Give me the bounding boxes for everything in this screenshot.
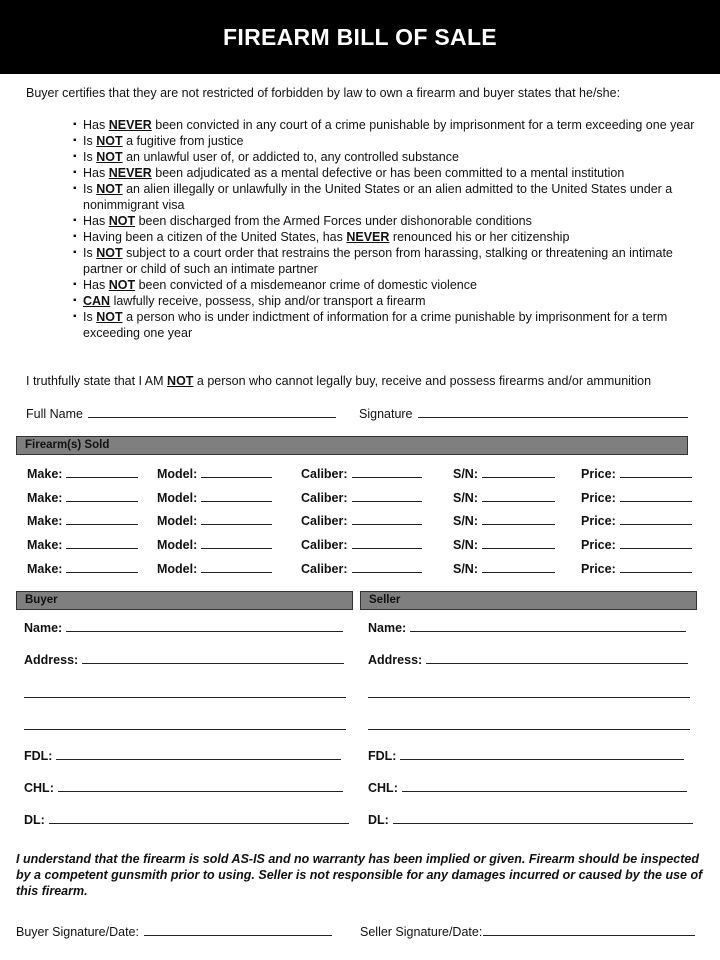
certification-item: ▪ Is NOT subject to a court order that restrains the person from harassing, stalking or threatening an intimate partner or child of such an intimate partner [74, 245, 704, 277]
firearm-price-line[interactable] [620, 537, 692, 549]
firearm-sn-line[interactable] [482, 466, 555, 478]
full-name-label: Full Name [26, 407, 83, 421]
firearm-make-field[interactable] [27, 490, 138, 505]
seller-address-label: Address: [368, 653, 423, 667]
firearm-caliber-field[interactable] [301, 466, 422, 481]
buyer-address-line[interactable] [82, 652, 344, 664]
firearm-make-label: Make: [27, 538, 63, 552]
firearm-sn-field[interactable] [453, 490, 555, 505]
firearm-sn-field[interactable] [453, 537, 555, 552]
firearm-sn-line[interactable] [482, 537, 555, 549]
buyer-address-label: Address: [24, 653, 79, 667]
buyer-dl-line[interactable] [49, 812, 349, 824]
buyer-signature-date-field[interactable] [16, 924, 332, 939]
buyer-fdl-label: FDL: [24, 749, 53, 763]
seller-chl-label: CHL: [368, 781, 398, 795]
seller-fdl-field[interactable] [368, 748, 684, 763]
firearm-make-line[interactable] [66, 537, 138, 549]
full-name-line[interactable] [88, 406, 336, 418]
seller-signature-date-label: Seller Signature/Date: [360, 925, 483, 939]
firearm-sn-label: S/N: [453, 491, 478, 505]
firearm-caliber-line[interactable] [352, 490, 422, 502]
firearm-caliber-label: Caliber: [301, 514, 348, 528]
firearm-make-label: Make: [27, 514, 63, 528]
firearm-sn-line[interactable] [482, 513, 555, 525]
seller-dl-line[interactable] [393, 812, 693, 824]
buyer-address-line-3[interactable] [24, 718, 346, 730]
seller-header: Seller [360, 591, 697, 610]
firearm-make-field[interactable] [27, 537, 138, 552]
firearm-make-line[interactable] [66, 561, 138, 573]
firearm-caliber-label: Caliber: [301, 538, 348, 552]
buyer-certification-intro: Buyer certifies that they are not restricted of forbidden by law to own a firearm and buyer states that he/she: [26, 86, 621, 100]
seller-address-line-2[interactable] [368, 686, 690, 698]
seller-chl-line[interactable] [402, 780, 687, 792]
firearm-sn-field[interactable] [453, 466, 555, 481]
signature-label: Signature [359, 407, 413, 421]
seller-signature-date-line[interactable] [483, 924, 695, 936]
firearm-model-field[interactable] [157, 490, 272, 505]
firearm-sn-field[interactable] [453, 561, 555, 576]
firearm-make-line[interactable] [66, 513, 138, 525]
buyer-chl-field[interactable] [24, 780, 343, 795]
firearm-model-line[interactable] [201, 466, 272, 478]
firearm-model-label: Model: [157, 538, 198, 552]
firearm-sn-line[interactable] [482, 490, 555, 502]
firearm-sn-field[interactable] [453, 513, 555, 528]
seller-dl-label: DL: [368, 813, 389, 827]
firearm-price-line[interactable] [620, 561, 692, 573]
seller-address-line[interactable] [426, 652, 688, 664]
firearm-caliber-line[interactable] [352, 561, 422, 573]
firearm-price-line[interactable] [620, 513, 692, 525]
firearm-model-label: Model: [157, 562, 198, 576]
buyer-fdl-field[interactable] [24, 748, 341, 763]
firearm-price-field[interactable] [581, 490, 692, 505]
legal-statement: I truthfully state that I AM NOT a person who cannot legally buy, receive and possess firearms and/or ammunition [26, 374, 652, 388]
firearm-model-line[interactable] [201, 561, 272, 573]
firearm-caliber-line[interactable] [352, 513, 422, 525]
buyer-dl-field[interactable] [24, 812, 349, 827]
as-is-disclaimer: I understand that the firearm is sold AS-IS and no warranty has been implied or given. Firearm should be inspected by a competent gunsmith prior to using. Seller is not responsible for any damages incurred or caused by the use of this firearm. [16, 852, 703, 898]
firearm-make-line[interactable] [66, 466, 138, 478]
seller-name-field[interactable] [368, 620, 686, 635]
certification-item: ▪ Has NEVER been convicted in any court of a crime punishable by imprisonment for a term exceeding one year [74, 117, 704, 133]
firearm-caliber-field[interactable] [301, 513, 422, 528]
firearm-model-label: Model: [157, 514, 198, 528]
firearm-sn-line[interactable] [482, 561, 555, 573]
buyer-chl-line[interactable] [58, 780, 343, 792]
buyer-name-field[interactable] [24, 620, 343, 635]
firearm-sn-label: S/N: [453, 562, 478, 576]
firearm-caliber-field[interactable] [301, 537, 422, 552]
firearm-model-field[interactable] [157, 466, 272, 481]
certification-item: ▪ Having been a citizen of the United States, has NEVER renounced his or her citizenship [74, 229, 704, 245]
certification-item: ▪ Is NOT a fugitive from justice [74, 133, 704, 149]
seller-name-line[interactable] [410, 620, 686, 632]
firearm-model-field[interactable] [157, 537, 272, 552]
firearm-make-field[interactable] [27, 513, 138, 528]
firearm-make-label: Make: [27, 562, 63, 576]
firearm-make-label: Make: [27, 467, 63, 481]
signature-line[interactable] [418, 406, 688, 418]
seller-address-line-3[interactable] [368, 718, 690, 730]
certification-item: ▪ Is NOT an alien illegally or unlawfully in the United States or an alien admitted to the United States under a nonimmigrant visa [74, 181, 704, 213]
seller-name-label: Name: [368, 621, 407, 635]
firearm-caliber-field[interactable] [301, 561, 422, 576]
firearm-model-line[interactable] [201, 513, 272, 525]
firearm-make-label: Make: [27, 491, 63, 505]
firearm-caliber-label: Caliber: [301, 491, 348, 505]
firearm-caliber-label: Caliber: [301, 467, 348, 481]
buyer-fdl-line[interactable] [56, 748, 341, 760]
certification-item: ▪ CAN lawfully receive, possess, ship and/or transport a firearm [74, 293, 704, 309]
firearm-price-label: Price: [581, 538, 616, 552]
buyer-dl-label: DL: [24, 813, 45, 827]
buyer-chl-label: CHL: [24, 781, 54, 795]
buyer-address-field[interactable] [24, 652, 344, 667]
buyer-name-label: Name: [24, 621, 63, 635]
firearm-sn-label: S/N: [453, 538, 478, 552]
firearms-sold-header: Firearm(s) Sold [16, 436, 688, 455]
certification-item: ▪ Is NOT a person who is under indictment of information for a crime punishable by imprisonment for a term exceeding one year [74, 309, 704, 341]
firearm-model-field[interactable] [157, 561, 272, 576]
firearm-price-label: Price: [581, 514, 616, 528]
buyer-address-line-2[interactable] [24, 686, 346, 698]
seller-address-field[interactable] [368, 652, 688, 667]
firearm-model-field[interactable] [157, 513, 272, 528]
document-title: FIREARM BILL OF SALE [0, 0, 720, 74]
firearm-caliber-line[interactable] [352, 537, 422, 549]
seller-fdl-label: FDL: [368, 749, 397, 763]
firearm-price-label: Price: [581, 562, 616, 576]
firearm-price-label: Price: [581, 467, 616, 481]
signature-field[interactable] [359, 406, 688, 421]
seller-chl-field[interactable] [368, 780, 687, 795]
buyer-signature-date-line[interactable] [144, 924, 332, 936]
certification-item: ▪ Is NOT an unlawful user of, or addicted to, any controlled substance [74, 149, 704, 165]
firearm-caliber-label: Caliber: [301, 562, 348, 576]
firearm-sn-label: S/N: [453, 467, 478, 481]
firearm-price-field[interactable] [581, 466, 692, 481]
firearm-price-line[interactable] [620, 490, 692, 502]
certification-item: ▪ Has NOT been discharged from the Armed Forces under dishonorable conditions [74, 213, 704, 229]
firearm-caliber-field[interactable] [301, 490, 422, 505]
certification-item: ▪ Has NEVER been adjudicated as a mental defective or has been committed to a mental institution [74, 165, 704, 181]
firearm-price-field[interactable] [581, 561, 692, 576]
full-name-field[interactable] [26, 406, 336, 421]
buyer-signature-date-label: Buyer Signature/Date: [16, 925, 139, 939]
firearm-price-line[interactable] [620, 466, 692, 478]
seller-dl-field[interactable] [368, 812, 693, 827]
certification-item: ▪ Has NOT been convicted of a misdemeanor crime of domestic violence [74, 277, 704, 293]
firearm-caliber-line[interactable] [352, 466, 422, 478]
certification-list [74, 117, 704, 341]
firearm-make-field[interactable] [27, 466, 138, 481]
firearm-price-label: Price: [581, 491, 616, 505]
buyer-header: Buyer [16, 591, 353, 610]
firearm-make-line[interactable] [66, 490, 138, 502]
firearm-model-line[interactable] [201, 490, 272, 502]
firearm-sn-label: S/N: [453, 514, 478, 528]
seller-fdl-line[interactable] [400, 748, 684, 760]
firearm-price-field[interactable] [581, 537, 692, 552]
seller-signature-date-field[interactable] [360, 924, 695, 939]
firearm-model-label: Model: [157, 467, 198, 481]
firearm-price-field[interactable] [581, 513, 692, 528]
buyer-name-line[interactable] [66, 620, 343, 632]
firearm-make-field[interactable] [27, 561, 138, 576]
firearm-model-line[interactable] [201, 537, 272, 549]
firearm-model-label: Model: [157, 491, 198, 505]
